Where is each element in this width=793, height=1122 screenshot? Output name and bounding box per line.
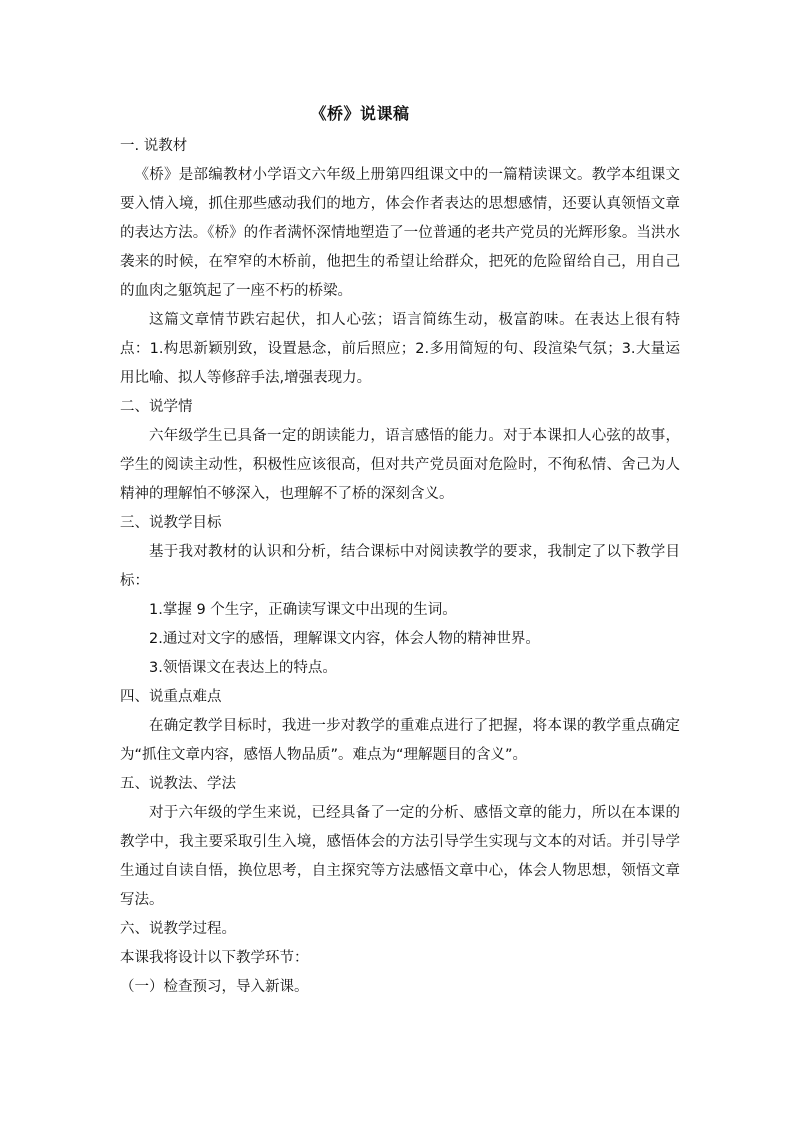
section-heading-student-analysis: 二、说学情 xyxy=(120,399,193,415)
objective-item: 3.领悟课文在表达上的特点。 xyxy=(149,660,337,676)
text-line: （一）检查预习，导入新课。 xyxy=(120,979,309,995)
paragraph: 这篇文章情节跌宕起伏，扣人心弦；语言简练生动，极富韵味。在表达上很有特点：1.构思新颖别致，设置悬念，前后照应；2.多用简短的句、段渲染气氛；3.大量运用比喻、拟人等修辞手法,增强表现力。 xyxy=(120,312,680,386)
section-heading-methods: 五、说教法、学法 xyxy=(120,776,236,792)
paragraph: 对于六年级的学生来说，已经具备了一定的分析、感悟文章的能力，所以在本课的教学中，我主要采取引生入境，感悟体会的方法引导学生实现与文本的对话。并引导学生通过自读自悟，换位思考，自主探究等方法感悟文章中心，体会人物思想，领悟文章写法。 xyxy=(120,805,680,908)
document-title: 《桥》说课稿 xyxy=(310,104,410,123)
text-line: 本课我将设计以下教学环节： xyxy=(120,950,309,966)
objective-item: 1.掌握 9 个生字，正确读写课文中出现的生词。 xyxy=(149,602,457,618)
paragraph: 《桥》是部编教材小学语文六年级上册第四组课文中的一篇精读课文。教学本组课文要入情入境，抓住那些感动我们的地方，体会作者表达的思想感情，还要认真领悟文章的表达方法。《桥》的作者满怀深情地塑造了一位普通的老共产党员的光辉形象。当洪水袭来的时候，在窄窄的木桥前，他把生的希望让给群众，把死的危险留给自己，用自己的血肉之躯筑起了一座不朽的桥梁。 xyxy=(120,167,680,299)
section-heading-key-points: 四、说重点难点 xyxy=(120,689,222,705)
document-body xyxy=(120,132,680,1002)
section-heading-teaching-objectives: 三、说教学目标 xyxy=(120,515,222,531)
paragraph: 基于我对教材的认识和分析，结合课标中对阅读教学的要求，我制定了以下教学目标： xyxy=(120,544,680,589)
paragraph: 在确定教学目标时，我进一步对教学的重难点进行了把握，将本课的教学重点确定为“抓住文章内容，感悟人物品质”。难点为“理解题目的含义”。 xyxy=(120,718,680,763)
objective-item: 2.通过对文字的感悟，理解课文内容，体会人物的精神世界。 xyxy=(149,631,540,647)
paragraph: 六年级学生已具备一定的朗读能力，语言感悟的能力。对于本课扣人心弦的故事，学生的阅读主动性，积极性应该很高，但对共产党员面对危险时，不徇私情、舍己为人精神的理解怕不够深入，也理解不了桥的深刻含义。 xyxy=(120,428,680,502)
section-heading-teaching-process: 六、说教学过程。 xyxy=(120,921,236,937)
section-heading-teaching-material: 一. 说教材 xyxy=(120,138,188,154)
